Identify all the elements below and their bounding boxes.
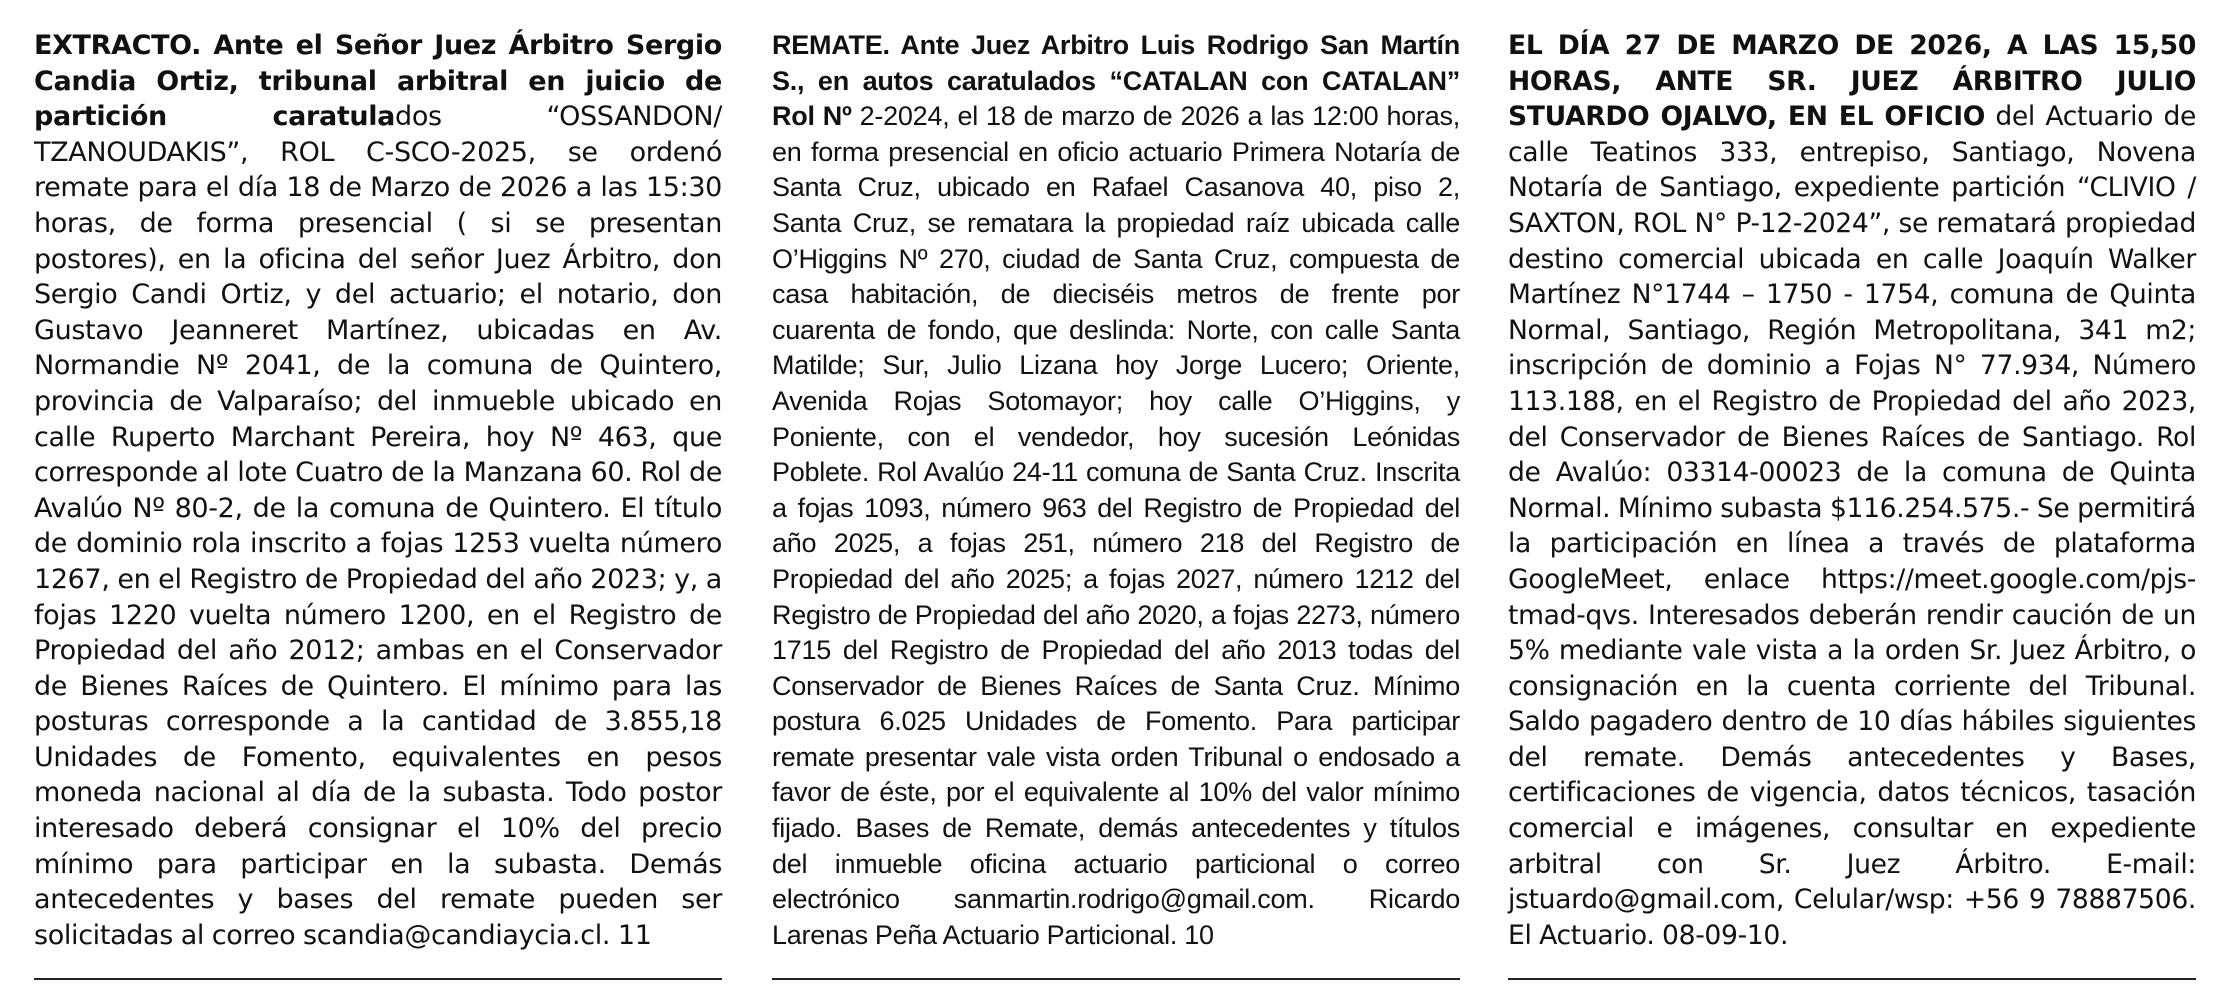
column-bottom-rule	[1508, 978, 2196, 980]
notice-extracto-body: dos “OSSANDON/ TZANOUDAKIS”, ROL C-SCO-2025, se ordenó remate para el día 18 de Marzo de 2026 a las 15:30 horas, de forma presencial ( si se presentan postores), en la oficina del señor Juez Árbitro, don Sergio Candi Ortiz, y del actuario; el notario, don Gustavo Jeanneret Martínez, ubicadas en Av. Normandie Nº 2041, de la comuna de Quintero, provincia de Valparaíso; del inmueble ubicado en calle Ruperto Marchant Pereira, hoy Nº 463, que corresponde al lote Cuatro de la Manzana 60. Rol de Avalúo Nº 80-2, de la comuna de Quintero. El título de dominio rola inscrito a fojas 1253 vuelta número 1267, en el Registro de Propiedad del año 2023; y, a fojas 1220 vuelta número 1200, en el Registro de Propiedad del año 2012; ambas en el Conservador de Bienes Raíces de Quintero. El mínimo para las posturas corresponde a la cantidad de 3.855,18 Unidades de Fomento, equivalentes en pesos moneda nacional al día de la subasta. Todo postor interesado deberá consignar el 10% del precio mínimo para participar en la subasta. Demás antecedentes y bases del remate pueden ser solicitadas al correo scandia@candiaycia.cl. 11	[34, 101, 722, 951]
column-bottom-rule	[772, 978, 1460, 980]
notice-remate-text	[772, 28, 1460, 953]
notice-remate-body: 2-2024, el 18 de marzo de 2026 a las 12:00 horas, en forma presencial en oficio actuario Primera Notaría de Santa Cruz, ubicado en Rafael Casanova 40, piso 2, Santa Cruz, se rematara la propiedad raíz ubicada calle O’Higgins Nº 270, ciudad de Santa Cruz, compuesta de casa habitación, de dieciséis metros de frente por cuarenta de fondo, que deslinda: Norte, con calle Santa Matilde; Sur, Julio Lizana hoy Jorge Lucero; Oriente, Avenida Rojas Sotomayor; hoy calle O’Higgins, y Poniente, con el vendedor, hoy sucesión Leónidas Poblete. Rol Avalúo 24-11 comuna de Santa Cruz. Inscrita a fojas 1093, número 963 del Registro de Propiedad del año 2025, a fojas 251, número 218 del Registro de Propiedad del año 2025; a fojas 2027, número 1212 del Registro de Propiedad del año 2020, a fojas 2273, número 1715 del Registro de Propiedad del año 2013 todas del Conservador de Bienes Raíces de Santa Cruz. Mínimo postura 6.025 Unidades de Fomento. Para participar remate presentar vale vista orden Tribunal o endosado a favor de éste, por el equivalente al 10% del valor mínimo fijado. Bases de Remate, demás antecedentes y títulos del inmueble oficina actuario particional o correo electrónico sanmartin.rodrigo@gmail.com. Ricardo Larenas Peña Actuario Particional. 10	[772, 101, 1460, 950]
notice-clivio-body: del Actuario de calle Teatinos 333, entrepiso, Santiago, Novena Notaría de Santiago, expediente partición “CLIVIO / SAXTON, ROL N° P-12-2024”, se rematará propiedad destino comercial ubicada en calle Joaquín Walker Martínez N°1744 – 1750 - 1754, comuna de Quinta Normal, Santiago, Región Metropolitana, 341 m2; inscripción de dominio a Fojas N° 77.934, Número 113.188, en el Registro de Propiedad del año 2023, del Conservador de Bienes Raíces de Santiago. Rol de Avalúo: 03314-00023 de la comuna de Quinta Normal. Mínimo subasta $116.254.575.- Se permitirá la participación en línea a través de plataforma GoogleMeet, enlace https://meet.google.com/pjs-tmad-qvs. Interesados deberán rendir caución de un 5% mediante vale vista a la orden Sr. Juez Árbitro, o consignación en la cuenta corriente del Tribunal. Saldo pagadero dentro de 10 días hábiles siguientes del remate. Demás antecedentes y Bases, certificaciones de vigencia, datos técnicos, tasación comercial e imágenes, consultar en expediente arbitral con Sr. Juez Árbitro. E-mail: jstuardo@gmail.com, Celular/wsp: +56 9 78887506. El Actuario. 08-09-10.	[1508, 101, 2196, 951]
column-bottom-rule	[34, 978, 722, 980]
notice-clivio-lead: EL DÍA 27 DE MARZO DE 2026, A LAS 15,50 HORAS, ANTE SR. JUEZ ÁRBITRO JULIO STUARDO OJALVO, EN EL OFICIO	[1508, 30, 2196, 133]
notice-clivio-column	[1508, 28, 2196, 980]
notice-extracto-column	[34, 28, 722, 980]
notice-remate-lead: REMATE. Ante Juez Arbitro Luis Rodrigo San Martín S., en autos caratulados “CATALAN con CATALAN” Rol Nº	[772, 30, 1460, 132]
notice-extracto-text	[34, 28, 722, 953]
notice-clivio-text	[1508, 28, 2196, 953]
notice-remate-column	[772, 28, 1460, 980]
notice-extracto-lead: EXTRACTO. Ante el Señor Juez Árbitro Sergio Candia Ortiz, tribunal arbitral en juicio de partición caratula	[34, 30, 722, 133]
